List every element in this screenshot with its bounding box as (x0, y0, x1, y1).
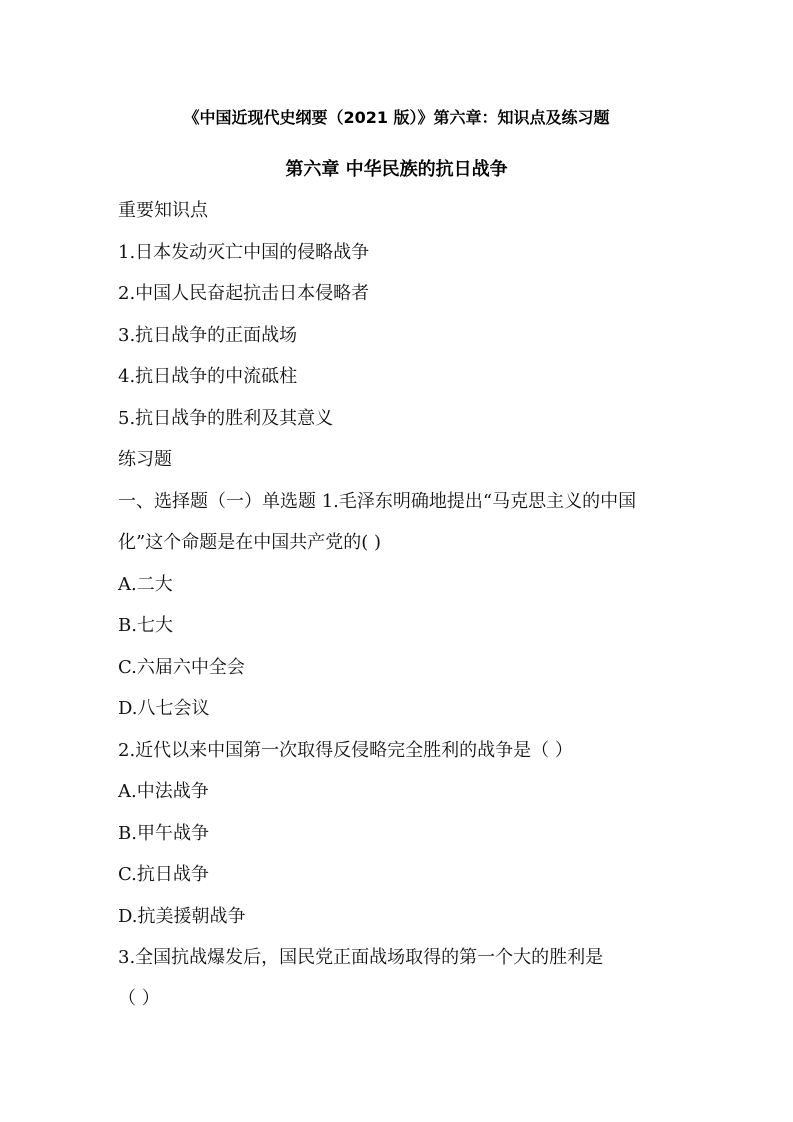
question-text: 2.近代以来中国第一次取得反侵略完全胜利的战争是（ ） (118, 740, 573, 761)
section-heading-key-points: 重要知识点 (118, 200, 208, 221)
key-point-item: 5.抗日战争的胜利及其意义 (118, 408, 334, 429)
answer-option: C.六届六中全会 (118, 657, 245, 678)
chapter-title: 第六章 中华民族的抗日战争 (285, 159, 508, 180)
answer-option: C.抗日战争 (118, 864, 209, 885)
document-title: 《中国近现代史纲要（2021 版）》第六章：知识点及练习题 (183, 108, 610, 127)
key-point-item: 3.抗日战争的正面战场 (118, 325, 298, 346)
question-text: 一、选择题（一）单选题 1.毛泽东明确地提出“马克思主义的中国 (118, 491, 637, 512)
answer-option: D.抗美援朝战争 (118, 906, 246, 927)
key-point-item: 2.中国人民奋起抗击日本侵略者 (118, 283, 370, 304)
answer-option: D.八七会议 (118, 698, 210, 719)
key-point-item: 4.抗日战争的中流砥柱 (118, 366, 298, 387)
answer-option: A.二大 (118, 574, 173, 595)
section-heading-exercises: 练习题 (118, 449, 172, 470)
key-point-item: 1.日本发动灭亡中国的侵略战争 (118, 242, 370, 263)
question-text: 3.全国抗战爆发后，国民党正面战场取得的第一个大的胜利是 (118, 947, 604, 968)
answer-option: A.中法战争 (118, 781, 209, 802)
question-text: 化”这个命题是在中国共产党的( ) (118, 532, 381, 553)
question-text: （ ） (118, 988, 160, 1009)
answer-option: B.七大 (118, 615, 173, 636)
answer-option: B.甲午战争 (118, 823, 209, 844)
